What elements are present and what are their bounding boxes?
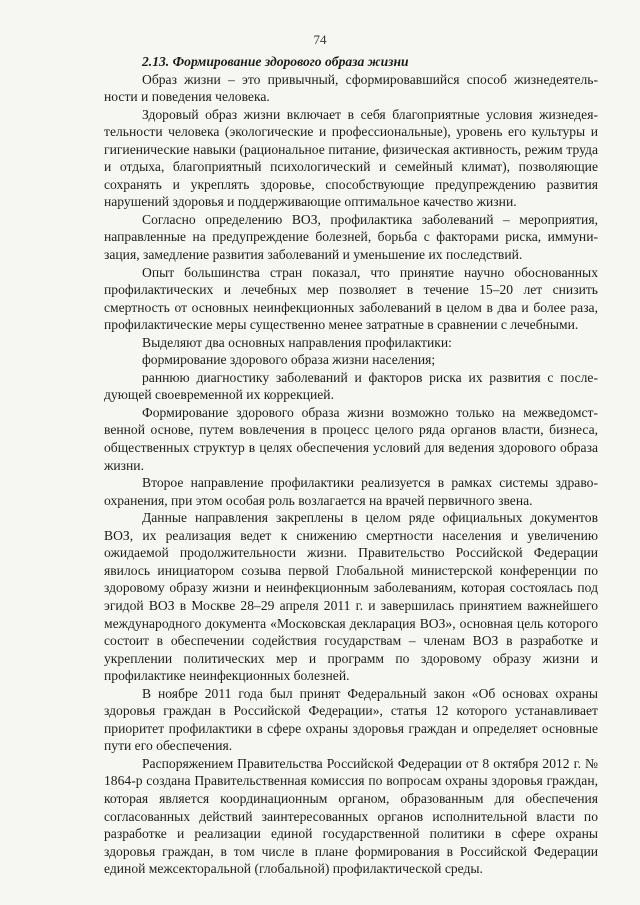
list-item: формирование здорового образа жизни населения; [142, 352, 436, 368]
paragraph: Здоровый образ жизни включает в себя благоприятные условия жизнедеятельности человека (экологические и профессиональные), уровень его культуры и гигиенические навыки (рациональное питание, физическая активность, режим труда и отдыха, благоприятный психологический и семейный климат), позволяющие сохранять и укреплять здоровье, способствующие предупреждению развития нарушений здоровья и поддерживающие оптимальное качество жизни. [104, 106, 598, 210]
paragraph: Формирование здорового образа жизни возможно только на межведомственной основе, путем вовлечения в процесс целого ряда органов власти, бизнеса, общественных структур в целях обеспечения условий для ведения здорового образа жизни. [104, 404, 598, 473]
paragraph: Второе направление профилактики реализуется в рамках системы здравоохранения, при этом особая роль возлагается на врачей первичного звена. [104, 475, 598, 508]
paragraph: Распоряжением Правительства Российской Федерации от 8 октября 2012 г. № 1864-р создана Правительственная комиссия по вопросам охраны здоровья граждан, которая является координационным органом, образованным для обеспечения согласованных действий заинтересованных органов исполнительной власти по разработке и реализации единой государственной политики в сфере охраны здоровья граждан, в том числе в плане формирования в Российской Федерации единой межсекторальной (глобальной) профилактической среды. [104, 755, 598, 877]
paragraph: Образ жизни – это привычный, сформировавшийся способ жизнедеятельности и поведения человека. [104, 71, 598, 105]
page-number: 74 [313, 32, 327, 47]
paragraph: Выделяют два основных направления профилактики: [142, 334, 452, 350]
page-content [104, 53, 598, 878]
paragraph: Данные направления закреплены в целом ряде официальных документов ВОЗ, их реализация ведет к снижению смертности населения и увеличению ожидаемой продолжительности жизни. Правительство Российской Федерации явилось инициатором созыва первой Глобальной министерской конференции по здоровому образу жизни и неинфекционным заболеваниям, которая состоялась под эгидой ВОЗ в Москве 28–29 апреля 2011 г. и завершилась принятием важнейшего международного документа «Московская декларация ВОЗ», основная цель которого состоит в обеспечении содействия государствам – членам ВОЗ в разработке и укреплении политических мер и программ по здоровому образу жизни и профилактике неинфекционных болезней. [104, 510, 598, 684]
list-item: раннюю диагностику заболеваний и факторов риска их развития с последующей своевременной их коррекцией. [104, 369, 598, 403]
paragraph: Опыт большинства стран показал, что принятие научно обоснованных профилактических и лечебных мер позволяет в течение 15–20 лет снизить смертность от основных неинфекционных заболеваний в целом в два и более раза, профилактические меры существенно менее затратные в сравнении с лечебными. [104, 264, 598, 333]
section-heading: 2.13. Формирование здорового образа жизни [142, 54, 409, 69]
paragraph: В ноябре 2011 года был принят Федеральный закон «Об основах охраны здоровья граждан в Российской Федерации», статья 12 которого устанавливает приоритет профилактики в сфере охраны здоровья граждан и определяет основные пути его обеспечения. [104, 685, 598, 754]
paragraph: Согласно определению ВОЗ, профилактика заболеваний – мероприятия, направленные на предупреждение болезней, борьба с факторами риска, иммунизация, замедление развития заболеваний и уменьшение их последствий. [104, 211, 598, 263]
